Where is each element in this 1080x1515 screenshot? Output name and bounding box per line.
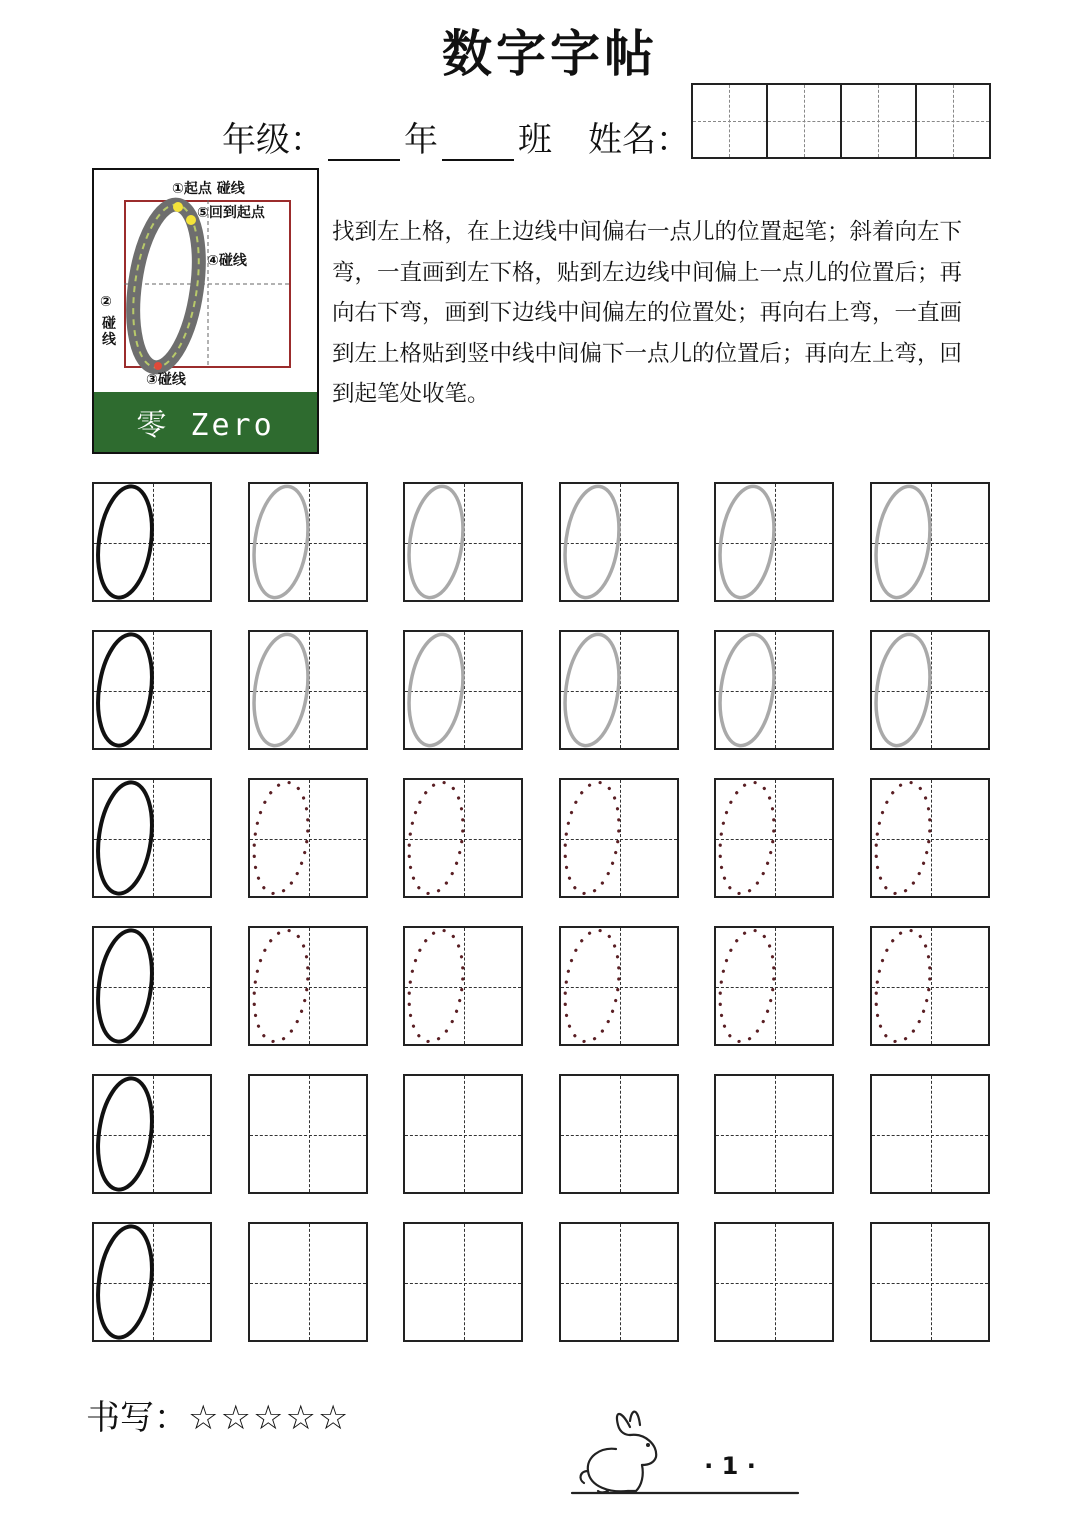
practice-cell-trace[interactable] xyxy=(714,630,834,750)
class-label: 班 xyxy=(518,120,552,160)
demo-label-touch-2-number: ② xyxy=(100,294,112,310)
practice-cell-solid xyxy=(92,926,212,1046)
zero-solid-stroke xyxy=(94,484,159,600)
practice-cell-trace[interactable] xyxy=(559,630,679,750)
cell-horizontal-guide xyxy=(250,1135,366,1136)
zero-glyph xyxy=(405,632,521,748)
zero-trace-stroke xyxy=(561,632,626,748)
name-box[interactable] xyxy=(917,85,990,157)
cell-vertical-guide xyxy=(775,1076,776,1192)
practice-cell-dotted[interactable] xyxy=(559,778,679,898)
cell-horizontal-guide xyxy=(716,1283,832,1284)
practice-cell-empty[interactable] xyxy=(248,1222,368,1342)
practice-cell-dotted[interactable] xyxy=(870,778,990,898)
demo-label-touch-4: ④碰线 xyxy=(207,253,247,269)
cell-horizontal-guide xyxy=(405,1283,521,1284)
cell-vertical-guide xyxy=(464,1076,465,1192)
zero-glyph xyxy=(561,632,677,748)
page-title: 数字字帖 xyxy=(442,25,658,83)
name-box[interactable] xyxy=(693,85,768,157)
zero-dotted-stroke xyxy=(405,928,470,1044)
class-blank[interactable] xyxy=(442,157,514,161)
zero-solid-stroke xyxy=(94,632,159,748)
practice-cell-dotted[interactable] xyxy=(248,926,368,1046)
cell-horizontal-guide xyxy=(561,1283,677,1284)
zero-dotted-stroke xyxy=(561,928,626,1044)
zero-dotted-stroke xyxy=(716,780,781,896)
zero-solid-stroke xyxy=(94,780,159,896)
zero-glyph xyxy=(716,632,832,748)
zero-trace-stroke xyxy=(250,484,315,600)
zero-glyph xyxy=(405,928,521,1044)
zero-dotted-stroke xyxy=(716,928,781,1044)
cell-horizontal-guide xyxy=(716,1135,832,1136)
zero-glyph xyxy=(250,928,366,1044)
cell-horizontal-guide xyxy=(872,1135,988,1136)
zero-trace-stroke xyxy=(405,632,470,748)
name-box[interactable] xyxy=(768,85,843,157)
demo-label-start: ①起点 碰线 xyxy=(172,181,245,197)
zero-dotted-stroke xyxy=(405,780,470,896)
demo-zero-stroke xyxy=(124,200,208,371)
practice-cell-dotted[interactable] xyxy=(559,926,679,1046)
cell-vertical-guide xyxy=(775,1224,776,1340)
practice-cell-trace[interactable] xyxy=(403,482,523,602)
zero-glyph xyxy=(94,632,210,748)
demo-caption: 零 Zero xyxy=(94,392,317,452)
practice-cell-empty[interactable] xyxy=(714,1074,834,1194)
zero-trace-stroke xyxy=(716,484,781,600)
year-label: 年 xyxy=(404,120,438,160)
practice-cell-dotted[interactable] xyxy=(714,778,834,898)
cell-horizontal-guide xyxy=(561,1135,677,1136)
practice-cell-trace[interactable] xyxy=(403,630,523,750)
zero-dotted-stroke xyxy=(561,780,626,896)
end-point-dot xyxy=(186,215,196,225)
zero-glyph xyxy=(716,928,832,1044)
practice-cell-empty[interactable] xyxy=(870,1222,990,1342)
zero-glyph xyxy=(94,1076,210,1192)
practice-cell-trace[interactable] xyxy=(714,482,834,602)
practice-cell-solid xyxy=(92,778,212,898)
zero-glyph xyxy=(561,780,677,896)
zero-glyph xyxy=(94,484,210,600)
zero-trace-stroke xyxy=(872,484,937,600)
zero-dotted-stroke xyxy=(872,780,937,896)
zero-dotted-stroke xyxy=(250,928,315,1044)
stroke-demo-card xyxy=(92,168,319,454)
zero-solid-stroke xyxy=(94,1224,159,1340)
demo-label-touch-2-text: 碰线 xyxy=(102,316,116,348)
zero-glyph xyxy=(716,484,832,600)
cell-vertical-guide xyxy=(931,1076,932,1192)
practice-cell-solid xyxy=(92,1074,212,1194)
zero-glyph xyxy=(250,632,366,748)
practice-grid xyxy=(92,482,990,1342)
zero-glyph xyxy=(872,780,988,896)
start-point-dot xyxy=(173,202,183,212)
practice-cell-trace[interactable] xyxy=(559,482,679,602)
demo-label-touch-3: ③碰线 xyxy=(146,372,186,388)
name-label: 姓名： xyxy=(588,120,690,160)
zero-glyph xyxy=(94,1224,210,1340)
cell-vertical-guide xyxy=(309,1076,310,1192)
cell-vertical-guide xyxy=(620,1224,621,1340)
practice-cell-empty[interactable] xyxy=(248,1074,368,1194)
practice-cell-solid xyxy=(92,630,212,750)
practice-cell-solid xyxy=(92,482,212,602)
zero-glyph xyxy=(872,484,988,600)
zero-glyph xyxy=(561,928,677,1044)
practice-cell-trace[interactable] xyxy=(248,482,368,602)
writing-label: 书写： xyxy=(86,1398,188,1438)
practice-cell-empty[interactable] xyxy=(403,1074,523,1194)
stroke-instructions: 找到左上格，在上边线中间偏右一点儿的位置起笔；斜着向左下弯，一直画到左下格，贴到左边线中间偏上一点儿的位置后；再向右下弯，画到下边线中间偏左的位置处；再向右上弯，一直画到左上格贴到竖中线中间偏下一点儿的位置后；再向左上弯，回到起笔处收笔。 xyxy=(332,219,963,407)
zero-solid-stroke xyxy=(94,1076,159,1192)
zero-glyph xyxy=(250,780,366,896)
practice-cell-empty[interactable] xyxy=(870,1074,990,1194)
practice-cell-empty[interactable] xyxy=(403,1222,523,1342)
student-info-row xyxy=(222,112,690,161)
practice-cell-trace[interactable] xyxy=(870,482,990,602)
practice-cell-empty[interactable] xyxy=(714,1222,834,1342)
practice-cell-trace[interactable] xyxy=(248,630,368,750)
cell-horizontal-guide xyxy=(872,1283,988,1284)
practice-cell-dotted[interactable] xyxy=(403,926,523,1046)
zero-glyph xyxy=(94,928,210,1044)
zero-glyph xyxy=(872,928,988,1044)
practice-cell-dotted[interactable] xyxy=(248,778,368,898)
zero-glyph xyxy=(716,780,832,896)
cell-horizontal-guide xyxy=(405,1135,521,1136)
practice-cell-dotted[interactable] xyxy=(870,926,990,1046)
zero-dotted-stroke xyxy=(250,780,315,896)
cell-vertical-guide xyxy=(620,1076,621,1192)
practice-cell-dotted[interactable] xyxy=(714,926,834,1046)
cell-vertical-guide xyxy=(309,1224,310,1340)
cell-vertical-guide xyxy=(931,1224,932,1340)
practice-cell-trace[interactable] xyxy=(870,630,990,750)
demo-label-return: ⑤回到起点 xyxy=(197,205,265,221)
zero-glyph xyxy=(561,484,677,600)
grade-label: 年级： xyxy=(222,120,324,160)
zero-glyph xyxy=(405,484,521,600)
zero-trace-stroke xyxy=(716,632,781,748)
cell-vertical-guide xyxy=(464,1224,465,1340)
zero-glyph xyxy=(94,780,210,896)
practice-cell-empty[interactable] xyxy=(559,1074,679,1194)
zero-trace-stroke xyxy=(561,484,626,600)
name-writing-boxes[interactable] xyxy=(691,83,991,159)
practice-cell-dotted[interactable] xyxy=(403,778,523,898)
zero-glyph xyxy=(405,780,521,896)
zero-trace-stroke xyxy=(405,484,470,600)
practice-cell-solid xyxy=(92,1222,212,1342)
grade-blank[interactable] xyxy=(328,157,400,161)
zero-dotted-stroke xyxy=(872,928,937,1044)
writing-rating xyxy=(86,1390,350,1439)
name-box[interactable] xyxy=(842,85,917,157)
cell-horizontal-guide xyxy=(250,1283,366,1284)
practice-cell-empty[interactable] xyxy=(559,1222,679,1342)
zero-glyph xyxy=(872,632,988,748)
rating-stars[interactable]: ☆☆☆☆☆ xyxy=(188,1398,351,1438)
zero-solid-stroke xyxy=(94,928,159,1044)
zero-trace-stroke xyxy=(250,632,315,748)
zero-trace-stroke xyxy=(872,632,937,748)
zero-glyph xyxy=(250,484,366,600)
page-number: · 1 · xyxy=(704,1452,756,1480)
